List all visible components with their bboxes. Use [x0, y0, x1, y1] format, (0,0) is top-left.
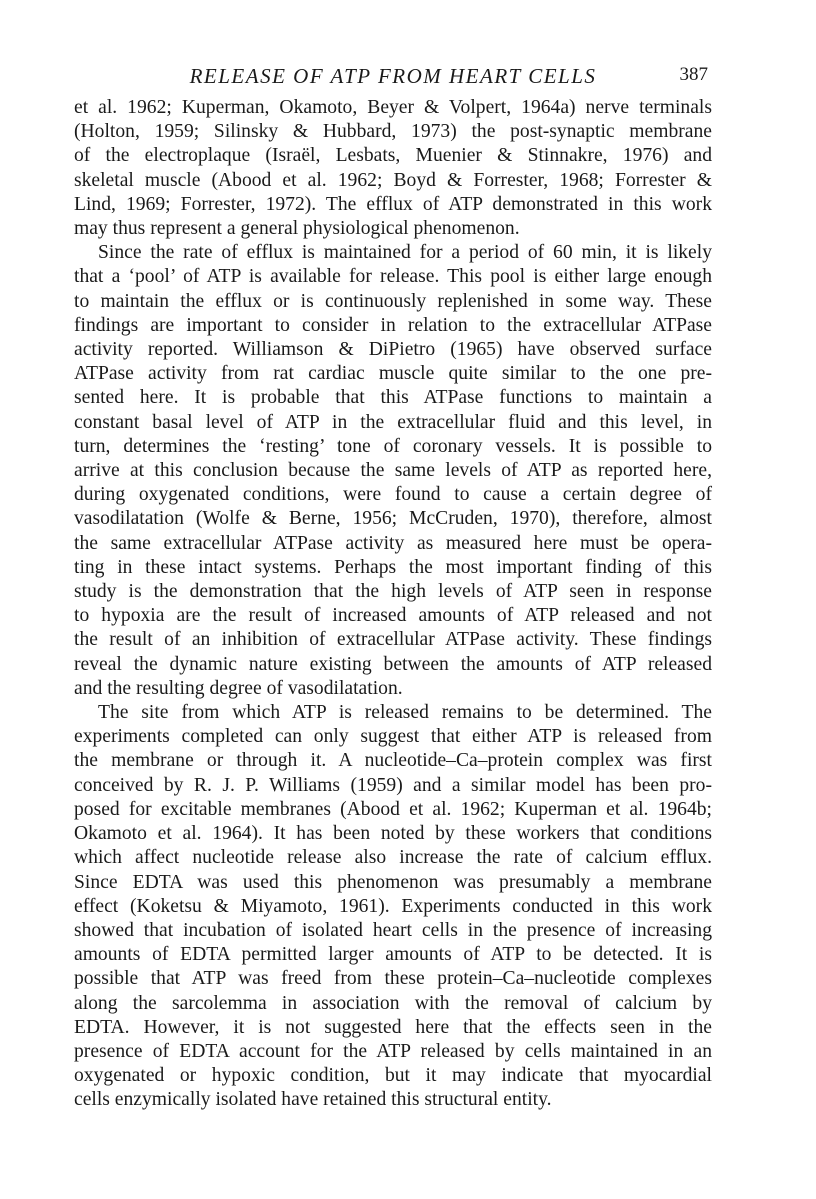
text-line: reveal the dynamic nature existing between the amounts of ATP released: [74, 653, 712, 675]
text-line: possible that ATP was freed from these protein–Ca–nucleotide complexes: [74, 968, 712, 990]
text-line: ting in these intact systems. Perhaps the most important finding of this: [74, 556, 712, 578]
text-line: posed for excitable membranes (Abood et al. 1962; Kuperman et al. 1964b;: [74, 798, 712, 820]
text-line: findings are important to consider in relation to the extracellular ATPase: [74, 314, 712, 336]
text-line: amounts of EDTA permitted larger amounts of ATP to be detected. It is: [74, 944, 712, 966]
paragraph: [74, 241, 712, 701]
text-line: to hypoxia are the result of increased amounts of ATP released and not: [74, 605, 712, 627]
text-line: and the resulting degree of vasodilatation.: [74, 677, 403, 699]
text-line: of the electroplaque (Israël, Lesbats, Muenier & Stinnakre, 1976) and: [74, 145, 712, 167]
page-number: 387: [679, 64, 708, 85]
text-line: turn, determines the ‘resting’ tone of coronary vessels. It is possible to: [74, 435, 712, 457]
page: [74, 60, 712, 1113]
running-header: [74, 60, 712, 96]
running-title: RELEASE OF ATP FROM HEART CELLS: [189, 64, 597, 88]
text-line: that a ‘pool’ of ATP is available for release. This pool is either large enough: [74, 266, 712, 288]
text-line: sented here. It is probable that this ATPase functions to maintain a: [74, 387, 712, 409]
text-line: may thus represent a general physiological phenomenon.: [74, 218, 520, 240]
text-line: EDTA. However, it is not suggested here that the effects seen in the: [74, 1016, 712, 1038]
text-line: Since EDTA was used this phenomenon was presumably a membrane: [74, 871, 712, 893]
paragraph: [74, 701, 712, 1112]
text-line: effect (Koketsu & Miyamoto, 1961). Experiments conducted in this work: [74, 895, 712, 917]
text-line: Lind, 1969; Forrester, 1972). The efflux of ATP demonstrated in this work: [74, 193, 712, 215]
text-line: during oxygenated conditions, were found to cause a certain degree of: [74, 484, 712, 506]
text-line: skeletal muscle (Abood et al. 1962; Boyd & Forrester, 1968; Forrester &: [74, 169, 712, 191]
text-line: vasodilatation (Wolfe & Berne, 1956; McCruden, 1970), therefore, almost: [74, 508, 712, 530]
text-line: cells enzymically isolated have retained this structural entity.: [74, 1089, 552, 1111]
text-line: the membrane or through it. A nucleotide–Ca–protein complex was first: [74, 750, 712, 772]
text-line: experiments completed can only suggest that either ATP is released from: [74, 726, 712, 748]
text-line: to maintain the efflux or is continuously replenished in some way. These: [74, 290, 712, 312]
text-line: (Holton, 1959; Silinsky & Hubbard, 1973) the post-synaptic membrane: [74, 121, 712, 143]
text-line: the same extracellular ATPase activity as measured here must be opera-: [74, 532, 712, 554]
text-line: activity reported. Williamson & DiPietro (1965) have observed surface: [74, 339, 712, 361]
text-line: the result of an inhibition of extracellular ATPase activity. These findings: [74, 629, 712, 651]
text-line: ATPase activity from rat cardiac muscle quite similar to the one pre-: [74, 363, 712, 385]
text-line: oxygenated or hypoxic condition, but it may indicate that myocardial: [74, 1065, 712, 1087]
text-line: showed that incubation of isolated heart cells in the presence of increasing: [74, 919, 712, 941]
paragraph: [74, 96, 712, 241]
text-line: study is the demonstration that the high levels of ATP seen in response: [74, 581, 712, 603]
text-line: constant basal level of ATP in the extracellular fluid and this level, in: [74, 411, 712, 433]
text-line: Since the rate of efflux is maintained for a period of 60 min, it is likely: [98, 242, 712, 264]
text-line: The site from which ATP is released remains to be determined. The: [98, 702, 712, 724]
text-line: Okamoto et al. 1964). It has been noted by these workers that conditions: [74, 823, 712, 845]
text-line: along the sarcolemma in association with the removal of calcium by: [74, 992, 712, 1014]
text-line: presence of EDTA account for the ATP released by cells maintained in an: [74, 1040, 712, 1062]
text-line: which affect nucleotide release also increase the rate of calcium efflux.: [74, 847, 712, 869]
text-line: conceived by R. J. P. Williams (1959) and a similar model has been pro-: [74, 774, 712, 796]
text-line: et al. 1962; Kuperman, Okamoto, Beyer & Volpert, 1964a) nerve terminals: [74, 97, 712, 118]
body-text: [74, 96, 712, 1113]
text-line: arrive at this conclusion because the same levels of ATP as reported here,: [74, 460, 712, 482]
